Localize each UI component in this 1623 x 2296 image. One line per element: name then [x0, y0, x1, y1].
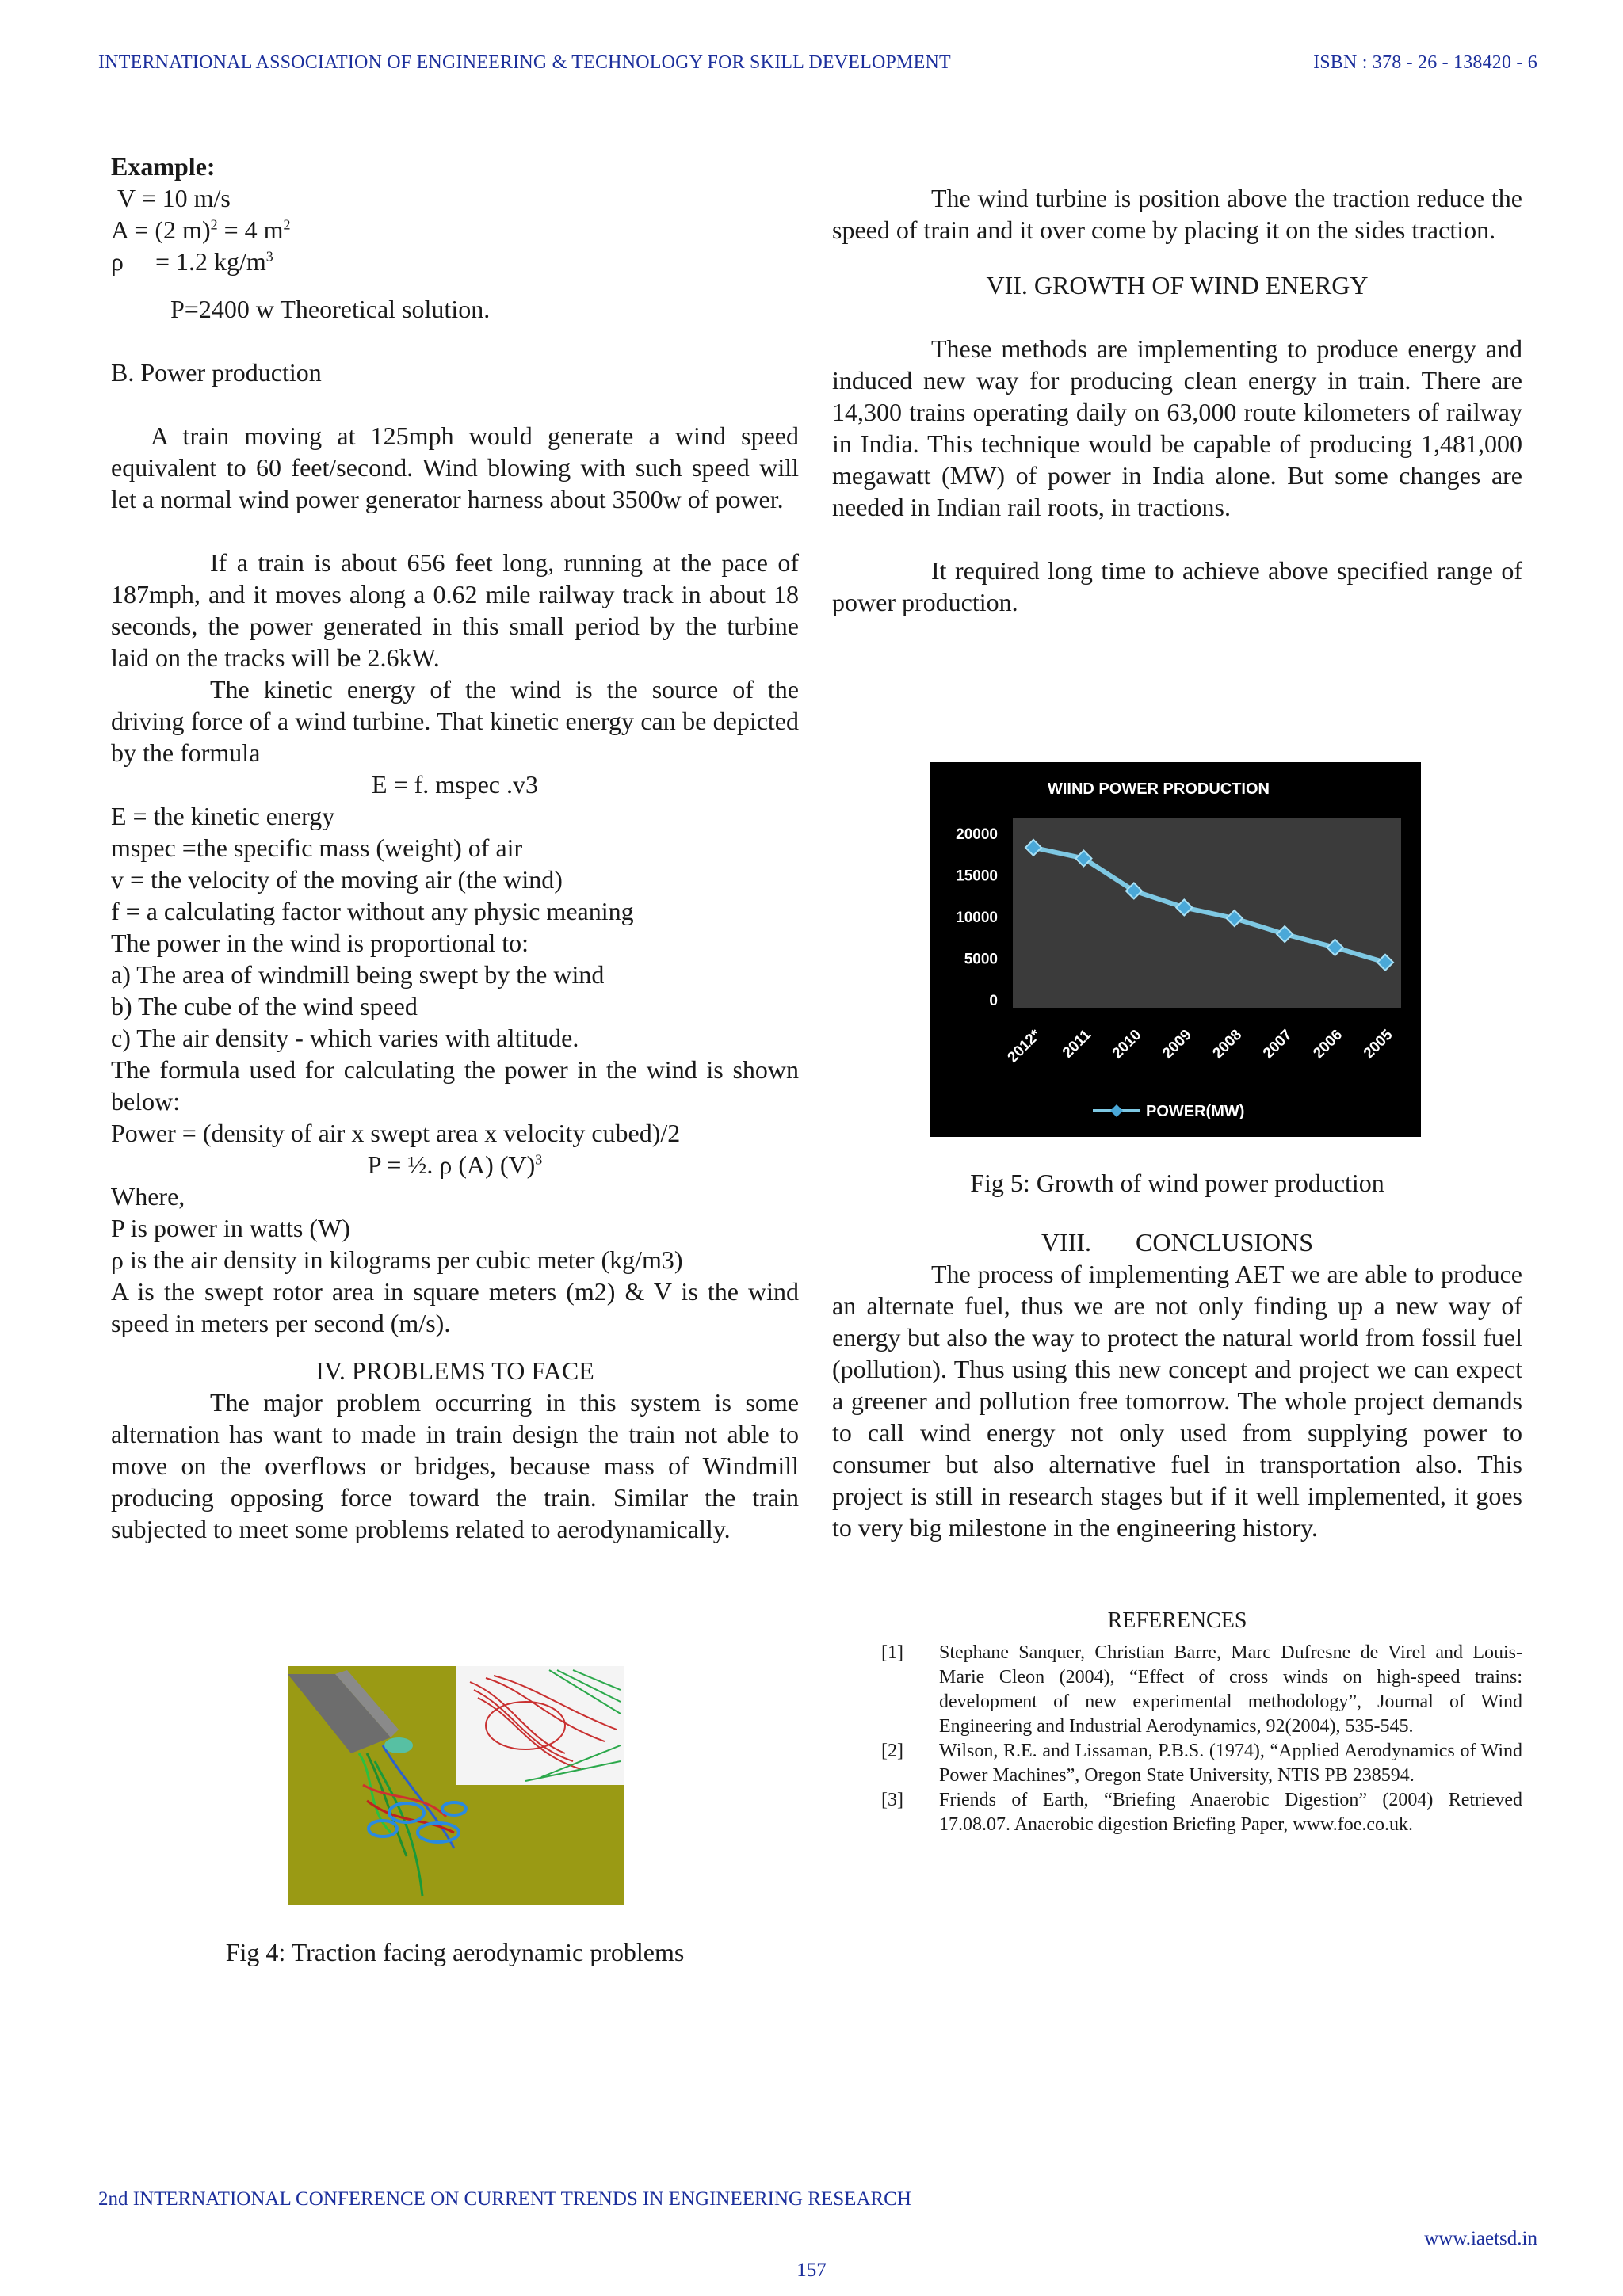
paragraph: The major problem occurring in this system is some alternation has want to made in train design the train not able to move on the overflows or bridges, because mass of Windmill producing opposing force toward the train. Similar the train subjected to meet some problems related to aerodynamically.	[111, 1388, 799, 1543]
x-tick-label: 2006	[1310, 1026, 1346, 1062]
where-line: ρ is the air density in kilograms per cubic meter (kg/m3)	[111, 1245, 683, 1274]
power-formula: P = ½. ρ (A) $(V)^3$	[367, 1150, 543, 1179]
references-heading: REFERENCES	[1107, 1608, 1247, 1633]
running-header-isbn: ISBN : 378 - 26 - 138420 - 6	[1313, 52, 1537, 73]
reference-item: [2] Wilson, R.E. and Lissaman, P.B.S. (1974), “Applied Aerodynamics of Wind Power Machines”, Oregon State University, NTIS PB 238594.	[881, 1741, 1522, 1786]
x-tick-label: 2011	[1059, 1026, 1094, 1062]
conclusions-section	[832, 1226, 1522, 1543]
section-vii-heading: VII. GROWTH OF WIND ENERGY	[986, 271, 1369, 299]
reference-item: [1] Stephane Sanquer, Christian Barre, Marc Dufresne de Virel and Louis-Marie Cleon (2004), “Effect of cross winds on high-speed trains: development of new experimental methodology”, Journal of Wind Engineering and Industrial Aerodynamics, 92(2004), 535-545.	[881, 1642, 1522, 1737]
y-tick-label: 5000	[964, 951, 998, 968]
proportional-intro: The power in the wind is proportional to:	[111, 929, 529, 957]
left-column	[111, 151, 799, 1545]
y-tick-label: 15000	[956, 868, 998, 885]
references-section	[832, 1608, 1522, 1837]
definition-line: E = the kinetic energy	[111, 802, 335, 830]
paragraph: If a train is about 656 feet long, running at the pace of 187mph, and it moves along a 0.62 mile railway track in about 18 seconds, the power generated in this small period by the turbine laid on the tracks will be 2.6kW.	[111, 548, 799, 672]
example-velocity: V = 10 m/s	[117, 184, 231, 212]
x-tick-label: 2007	[1259, 1026, 1296, 1062]
paragraph: The kinetic energy of the wind is the source of the driving force of a wind turbine. That kinetic energy can be depicted by the formula	[111, 675, 799, 767]
kinetic-energy-formula: E = f. mspec .v3	[372, 770, 538, 799]
y-tick-label: 0	[989, 993, 998, 1009]
x-tick-label: 2009	[1159, 1026, 1195, 1062]
footer-website[interactable]: www.iaetsd.in	[1424, 2228, 1537, 2249]
section-viii-heading: VIII. CONCLUSIONS	[1041, 1228, 1314, 1257]
x-tick-label: 2010	[1109, 1026, 1145, 1062]
y-tick-label: 20000	[956, 826, 998, 843]
example-power: P=2400 w Theoretical solution.	[170, 295, 491, 323]
section-b-heading: B. Power production	[111, 358, 322, 387]
where-line: P is power in watts (W)	[111, 1214, 350, 1242]
list-item: a) The area of windmill being swept by the wind	[111, 960, 605, 989]
power-formula-text: Power = (density of air x swept area x velocity cubed)/2	[111, 1119, 681, 1147]
legend-label: POWER(MW)	[1146, 1103, 1245, 1120]
where-line: A is the swept rotor area in square meters (m2) & V is the wind speed in meters per second (m/s).	[111, 1277, 799, 1337]
definition-line: mspec =the specific mass (weight) of air	[111, 833, 523, 862]
paragraph: The process of implementing AET we are able to produce an alternate fuel, thus we are not only finding up a new way of energy but also the way to protect the natural world from fossil fuel (pollution). Thus using this new concept and project we can expect a greener and pollution free tomorrow. The whole project demands to call wind energy not only used from supplying power to consumer but also alternative fuel in transportation also. This project is still in research stages but if it well implemented, it goes to very big milestone in the engineering history.	[832, 1260, 1522, 1542]
fig5-chart	[930, 762, 1421, 1137]
chart-title: WIIND POWER PRODUCTION	[1048, 780, 1270, 798]
reference-item: [3] Friends of Earth, “Briefing Anaerobic Digestion” (2004) Retrieved 17.08.07. Anaerobic digestion Briefing Paper, www.foe.co.uk.	[881, 1790, 1522, 1835]
formula-intro: The formula used for calculating the power in the wind is shown below:	[111, 1055, 799, 1116]
paragraph: A train moving at 125mph would generate a wind speed equivalent to 60 feet/second. Wind blowing with such speed will let a normal wind power generator harness about 3500w of power.	[111, 421, 799, 513]
list-item: b) The cube of the wind speed	[111, 992, 418, 1020]
paragraph: The wind turbine is position above the traction reduce the speed of train and it over come by placing it on the sides traction.	[832, 184, 1522, 244]
fig4-aerodynamic-image	[288, 1666, 624, 1905]
fig5-caption: Fig 5: Growth of wind power production	[970, 1169, 1384, 1197]
fig4-caption: Fig 4: Traction facing aerodynamic problems	[225, 1938, 685, 1966]
running-header-title: INTERNATIONAL ASSOCIATION OF ENGINEERING & TECHNOLOGY FOR SKILL DEVELOPMENT	[98, 52, 951, 73]
paragraph: These methods are implementing to produce energy and induced new way for producing clean energy in train. There are 14,300 trains operating daily on 63,000 route kilometers of railway in India. This technique would be capable of producing 1,481,000 megawatt (MW) of power in India alone. But some changes are needed in Indian rail roots, in tractions.	[832, 334, 1522, 521]
definition-line: v = the velocity of the moving air (the wind)	[111, 865, 563, 894]
paragraph: It required long time to achieve above specified range of power production.	[832, 556, 1522, 616]
example-title: Example:	[111, 152, 216, 181]
section-iv-heading: IV. PROBLEMS TO FACE	[315, 1356, 594, 1385]
x-tick-label: 2005	[1360, 1026, 1396, 1062]
footer-conference: 2nd INTERNATIONAL CONFERENCE ON CURRENT TRENDS IN ENGINEERING RESEARCH	[98, 2188, 911, 2210]
example-density: ρ = 1.2 $kg/m^3$	[111, 247, 273, 276]
x-tick-label: 2012*	[1004, 1026, 1044, 1066]
example-area: A = (2 m)$^2$ = 4 $m^2$	[111, 215, 291, 244]
y-tick-label: 10000	[956, 910, 998, 926]
page-number: 157	[796, 2260, 827, 2281]
where-label: Where,	[111, 1182, 185, 1211]
right-column	[832, 151, 1522, 618]
definition-line: f = a calculating factor without any physic meaning	[111, 897, 634, 925]
x-tick-label: 2008	[1209, 1026, 1246, 1062]
list-item: c) The air density - which varies with altitude.	[111, 1024, 579, 1052]
